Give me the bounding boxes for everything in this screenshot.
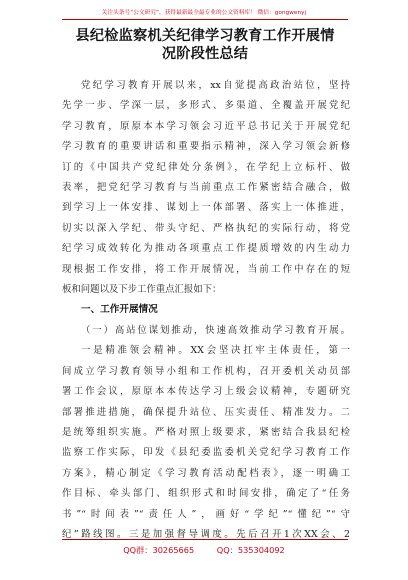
document-body <box>62 76 350 545</box>
body-line: 先学一步、学深一层，多形式、多渠道、全覆盖开展党纪 <box>62 100 350 112</box>
body-line: 切实以深入学纪、带头守纪、严格执纪的实际行动，将党 <box>62 222 350 234</box>
footer-qq-id: QQ：535304092 <box>216 545 285 555</box>
section-line: 是统筹组织实施。严格对照上级要求，紧密结合我县纪检 <box>62 426 350 438</box>
section-line: 书”“时间表”“责任人”，画好“学纪”“懂纪”“守 <box>62 508 350 520</box>
body-line: 到学习上一体安排、谋划上一体部署、落实上一体推进， <box>62 202 350 214</box>
section-line: 间成立学习教育领导小组和工作机构，召开委机关动员部 <box>62 365 350 377</box>
section-line: 方案》，精心制定《学习教育活动配档表》，逐一明确工 <box>62 467 350 479</box>
section-line: （一）高站位谋划推动，快速高效推动学习教育开展。 <box>81 324 350 336</box>
title-line-1: 县纪检监察机关纪律学习教育工作开展情 <box>75 28 335 44</box>
section-line: 纪”路线图。三是加强督导调度。先后召开1次XX会、2 <box>62 528 350 540</box>
section-line: 署工作会议，原原本本传达学习上级会议精神，专题研究 <box>62 386 350 398</box>
top-divider <box>62 19 348 20</box>
body-line: 党纪学习教育开展以来，xx自觉提高政治站位，坚持 <box>81 80 350 91</box>
footer <box>0 545 408 556</box>
body-line: 订的《中国共产党纪律处分条例》，在学纪上立标杆、做 <box>62 161 350 173</box>
section-line: 监察工作实际，印发《县纪委监委机关党纪学习教育工作 <box>62 447 350 459</box>
footer-qq-group: QQ群：30265665 <box>123 545 195 555</box>
section-line: 作目标、牵头部门、组织形式和时间安排，确定了“任务 <box>62 488 350 500</box>
body-line: 板和问题以及下步工作重点汇报如下： <box>62 284 222 296</box>
body-line: 学习教育的重要讲话和重要指示精神，深入学习领会新修 <box>62 141 350 153</box>
bottom-divider <box>62 539 348 540</box>
body-line: 表率，把党纪学习教育与当前重点工作紧密结合融合，做 <box>62 182 350 194</box>
body-line: 学习教育，原原本本学习领会习近平总书记关于开展党纪 <box>62 120 350 132</box>
title-line-2: 况阶段性总结 <box>161 45 249 62</box>
section-line: 部署推进措施，确保提升站位、压实责任、精准发力。二 <box>62 406 350 418</box>
top-banner: 关注头条号“公文研究”，获得最新最全最专业的公文资料库！ 微信：gongwenyj <box>101 10 307 16</box>
section-line: 一是精准领会精神。XX会坚决扛牢主体责任，第一 <box>81 345 350 357</box>
body-line: 现根据工作安排，将工作开展情况，当前工作中存在的短 <box>62 263 350 275</box>
body-line: 纪学习成效转化为推动各项重点工作提质增效的内生动力 <box>62 243 350 255</box>
section-heading: 一、工作开展情况 <box>81 304 158 316</box>
document-title <box>60 28 350 63</box>
